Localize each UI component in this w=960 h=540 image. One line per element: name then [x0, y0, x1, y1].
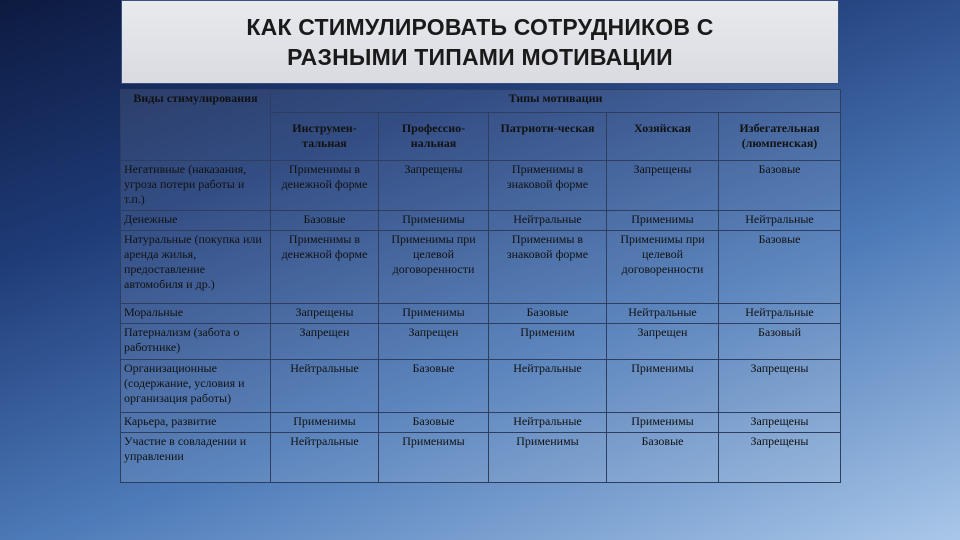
row-label: Негативные (наказания, угроза потери работы и т.п.) — [121, 161, 271, 211]
table-cell: Базовые — [719, 161, 841, 211]
table-cell: Применимы — [271, 413, 379, 433]
table-cell: Запрещен — [379, 324, 489, 360]
slide-title-line-1: КАК СТИМУЛИРОВАТЬ СОТРУДНИКОВ С — [246, 14, 714, 40]
column-header: Инструмен-тальная — [271, 113, 379, 161]
table-cell: Нейтральные — [489, 413, 607, 433]
row-label: Организационные (содержание, условия и организация работы) — [121, 360, 271, 413]
table-cell: Применимы — [607, 211, 719, 231]
table-row — [121, 433, 841, 483]
table-cell: Запрещены — [379, 161, 489, 211]
table-cell: Применимы при целевой договоренности — [379, 231, 489, 304]
column-header: Хозяйская — [607, 113, 719, 161]
column-header: Профессио-нальная — [379, 113, 489, 161]
row-label: Натуральные (покупка или аренда жилья, предоставление автомобиля и др.) — [121, 231, 271, 304]
column-header: Избегательная (люмпенская) — [719, 113, 841, 161]
table-row — [121, 304, 841, 324]
table-cell: Применимы — [379, 304, 489, 324]
table-cell: Запрещены — [719, 433, 841, 483]
table-cell: Запрещены — [271, 304, 379, 324]
table-cell: Базовые — [379, 413, 489, 433]
table-cell: Базовые — [271, 211, 379, 231]
table-row — [121, 324, 841, 360]
row-label: Денежные — [121, 211, 271, 231]
corner-header-stimulation-types: Виды стимулирования — [121, 90, 271, 161]
table-cell: Нейтральные — [489, 211, 607, 231]
table-cell: Применимы в денежной форме — [271, 161, 379, 211]
table-cell: Запрещены — [607, 161, 719, 211]
table-cell: Базовый — [719, 324, 841, 360]
slide-title — [121, 0, 839, 84]
table-cell: Нейтральные — [719, 211, 841, 231]
table-cell: Применимы при целевой договоренности — [607, 231, 719, 304]
table-cell: Запрещены — [719, 413, 841, 433]
group-header-motivation-types: Типы мотивации — [271, 90, 841, 113]
table-cell: Применимы — [489, 433, 607, 483]
table-cell: Запрещены — [719, 360, 841, 413]
table-cell: Применим — [489, 324, 607, 360]
table-row — [121, 360, 841, 413]
table-cell: Нейтральные — [719, 304, 841, 324]
table-cell: Базовые — [607, 433, 719, 483]
table-cell: Применимы — [607, 360, 719, 413]
table-cell: Нейтральные — [271, 360, 379, 413]
table-cell: Нейтральные — [489, 360, 607, 413]
table-cell: Применимы — [607, 413, 719, 433]
table-cell: Нейтральные — [607, 304, 719, 324]
table-header-row — [121, 90, 841, 113]
table-cell: Применимы в денежной форме — [271, 231, 379, 304]
slide-title-line-2: РАЗНЫМИ ТИПАМИ МОТИВАЦИИ — [287, 44, 673, 70]
table-row — [121, 211, 841, 231]
table-cell: Применимы — [379, 433, 489, 483]
table-cell: Базовые — [719, 231, 841, 304]
row-label: Карьера, развитие — [121, 413, 271, 433]
table-cell: Запрещен — [607, 324, 719, 360]
table-row — [121, 231, 841, 304]
table-cell: Запрещен — [271, 324, 379, 360]
table-cell: Применимы — [379, 211, 489, 231]
table-row — [121, 161, 841, 211]
column-header: Патриоти-ческая — [489, 113, 607, 161]
motivation-table — [120, 89, 841, 483]
table-cell: Базовые — [379, 360, 489, 413]
row-label: Патернализм (забота о работнике) — [121, 324, 271, 360]
table-row — [121, 413, 841, 433]
table-cell: Применимы в знаковой форме — [489, 231, 607, 304]
row-label: Моральные — [121, 304, 271, 324]
table-cell: Базовые — [489, 304, 607, 324]
row-label: Участие в совладении и управлении — [121, 433, 271, 483]
table-cell: Нейтральные — [271, 433, 379, 483]
table-cell: Применимы в знаковой форме — [489, 161, 607, 211]
